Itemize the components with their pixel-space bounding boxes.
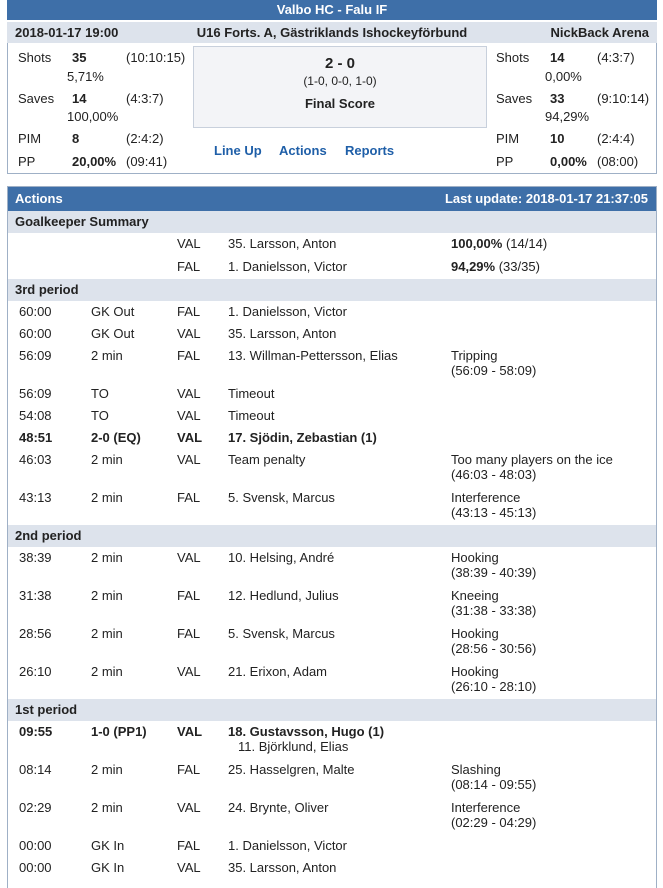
- last-update: Last update: 2018-01-17 21:37:05: [444, 191, 648, 206]
- event-player-name: 10. Helsing, André: [228, 550, 335, 565]
- event-duration: (56:09 - 58:09): [451, 363, 537, 378]
- event-type: 2 min: [91, 664, 123, 679]
- event-row: [8, 759, 656, 797]
- score-box: [193, 46, 487, 128]
- event-row: [8, 405, 656, 427]
- event-note: [451, 664, 536, 694]
- event-team: VAL: [177, 800, 201, 815]
- home-shots-label: Shots: [18, 50, 52, 65]
- event-player-name: 21. Erixon, Adam: [228, 664, 327, 679]
- event-row: [8, 301, 656, 323]
- league-name: U16 Forts. A, Gästriklands Ishockeyförbund: [196, 25, 468, 40]
- gk-row: [8, 233, 656, 256]
- event-time: 48:51: [19, 430, 53, 445]
- event-reason: Hooking: [451, 664, 499, 679]
- event-duration: (26:10 - 28:10): [451, 679, 537, 694]
- actions-title: Actions: [15, 191, 63, 206]
- event-type: GK In: [91, 860, 125, 875]
- away-pp: 0,00%: [550, 154, 587, 169]
- event-team: VAL: [177, 452, 201, 467]
- event-time: 60:00: [19, 304, 52, 319]
- gk-player: 1. Danielsson, Victor: [228, 259, 347, 274]
- event-time: 09:55: [19, 724, 53, 739]
- event-time: 46:03: [19, 452, 52, 467]
- event-time: 26:10: [19, 664, 52, 679]
- away-pp-periods: (08:00): [597, 154, 639, 169]
- event-note: [451, 490, 536, 520]
- away-shots-label: Shots: [496, 50, 530, 65]
- home-shots-pct: 5,71%: [67, 69, 104, 84]
- home-pp: 20,00%: [72, 154, 117, 169]
- gk-player: 35. Larsson, Anton: [228, 236, 337, 251]
- event-player: [228, 408, 274, 423]
- event-player: [228, 664, 327, 679]
- event-duration: (31:38 - 33:38): [451, 603, 537, 618]
- score-status: Final Score: [304, 96, 376, 111]
- event-team: FAL: [177, 304, 201, 319]
- home-shots-periods: (10:10:15): [126, 50, 186, 65]
- gk-save-pct: 100,00%: [451, 236, 503, 251]
- event-player: [228, 452, 305, 467]
- event-note: [451, 626, 536, 656]
- event-player: [228, 550, 334, 565]
- event-type: 2 min: [91, 550, 123, 565]
- event-player-name: 17. Sjödin, Zebastian (1): [228, 430, 377, 445]
- event-team: FAL: [177, 838, 201, 853]
- away-shots: 14: [550, 50, 565, 65]
- event-time: 38:39: [19, 550, 52, 565]
- event-row: [8, 323, 656, 345]
- event-duration: (28:56 - 30:56): [451, 641, 537, 656]
- period-title: 2nd period: [8, 525, 656, 547]
- lineup-link[interactable]: Line Up: [214, 143, 262, 158]
- event-player-name: 5. Svensk, Marcus: [228, 490, 335, 505]
- home-pp-label: PP: [18, 154, 36, 169]
- event-type: 1-0 (PP1): [91, 724, 147, 739]
- event-type: GK In: [91, 838, 125, 853]
- event-player-name: 24. Brynte, Oliver: [228, 800, 329, 815]
- gk-team: VAL: [177, 236, 201, 251]
- away-shots-periods: (4:3:7): [597, 50, 635, 65]
- event-team: VAL: [177, 860, 201, 875]
- event-row: [8, 487, 656, 525]
- event-row: [8, 721, 656, 759]
- event-player-name: 1. Danielsson, Victor: [228, 304, 347, 319]
- event-player: [228, 626, 335, 641]
- event-row: [8, 857, 656, 879]
- event-row: [8, 427, 656, 449]
- game-title: Valbo HC - Falu IF: [7, 0, 657, 20]
- home-pim: 8: [72, 131, 80, 146]
- home-saves: 14: [72, 91, 87, 106]
- actions-panel: [7, 186, 657, 888]
- actions-link[interactable]: Actions: [279, 143, 327, 158]
- home-pp-periods: (09:41): [126, 154, 168, 169]
- event-player: [228, 724, 384, 754]
- event-player-name: 13. Willman-Pettersson, Elias: [228, 348, 398, 363]
- event-row: [8, 623, 656, 661]
- event-player-name: Timeout: [228, 408, 275, 423]
- event-duration: (38:39 - 40:39): [451, 565, 537, 580]
- event-player: [228, 588, 339, 603]
- event-note: [451, 800, 536, 830]
- event-type: 2 min: [91, 626, 123, 641]
- gk-summary-title: Goalkeeper Summary: [8, 211, 656, 233]
- away-pim: 10: [550, 131, 565, 146]
- event-player-name: 12. Hedlund, Julius: [228, 588, 339, 603]
- away-saves-label: Saves: [496, 91, 533, 106]
- away-pim-periods: (2:4:4): [597, 131, 635, 146]
- event-player-name: 35. Larsson, Anton: [228, 860, 337, 875]
- event-note: [451, 452, 613, 482]
- event-time: 31:38: [19, 588, 52, 603]
- event-player-name: 25. Hasselgren, Malte: [228, 762, 355, 777]
- event-team: VAL: [177, 326, 201, 341]
- event-reason: Hooking: [451, 626, 499, 641]
- event-player-name: 18. Gustavsson, Hugo (1): [228, 724, 385, 739]
- event-reason: Tripping: [451, 348, 498, 363]
- gk-save-pct-wrap: [451, 259, 540, 274]
- event-note: [451, 348, 536, 378]
- event-time: 60:00: [19, 326, 52, 341]
- reports-link[interactable]: Reports: [345, 143, 395, 158]
- event-row: [8, 835, 656, 857]
- event-reason: Too many players on the ice: [451, 452, 613, 467]
- away-saves-pct: 94,29%: [545, 109, 590, 124]
- gk-save-pct-wrap: [451, 236, 547, 251]
- event-team: FAL: [177, 490, 201, 505]
- event-team: FAL: [177, 588, 201, 603]
- event-player-name: Timeout: [228, 386, 275, 401]
- event-row: [8, 585, 656, 623]
- event-team: VAL: [177, 664, 201, 679]
- game-info-row: [7, 22, 657, 43]
- event-note: [451, 550, 536, 580]
- gk-save-count: (33/35): [498, 259, 540, 274]
- event-player: [228, 304, 347, 319]
- event-row: [8, 661, 656, 699]
- home-saves-pct: 100,00%: [67, 109, 119, 124]
- event-time: 56:09: [19, 348, 52, 363]
- event-duration: (02:29 - 04:29): [451, 815, 537, 830]
- gk-summary-list: [8, 233, 656, 279]
- gk-save-count: (14/14): [505, 236, 548, 251]
- event-time: 54:08: [19, 408, 52, 423]
- event-row: [8, 345, 656, 383]
- event-reason: Slashing: [451, 762, 501, 777]
- event-time: 00:00: [19, 838, 52, 853]
- event-duration: (46:03 - 48:03): [451, 467, 537, 482]
- event-time: 56:09: [19, 386, 52, 401]
- event-duration: (08:14 - 09:55): [451, 777, 537, 792]
- event-type: GK Out: [91, 326, 135, 341]
- event-type: TO: [91, 386, 109, 401]
- event-team: FAL: [177, 762, 201, 777]
- event-player: [228, 386, 274, 401]
- event-type: TO: [91, 408, 109, 423]
- event-reason: Interference: [451, 490, 521, 505]
- event-time: 43:13: [19, 490, 52, 505]
- period-title: 1st period: [8, 699, 656, 721]
- event-player: [228, 490, 335, 505]
- event-duration: (43:13 - 45:13): [451, 505, 537, 520]
- arena-name: NickBack Arena: [550, 25, 649, 40]
- event-reason: Interference: [451, 800, 521, 815]
- event-time: 02:29: [19, 800, 52, 815]
- event-type: GK Out: [91, 304, 135, 319]
- gk-row: [8, 256, 656, 279]
- game-date: 2018-01-17 19:00: [15, 25, 119, 40]
- event-type: 2 min: [91, 588, 123, 603]
- home-shots: 35: [72, 50, 87, 65]
- event-player: [228, 326, 336, 341]
- actions-header: [8, 187, 656, 211]
- period-list: [8, 279, 656, 879]
- event-row: [8, 547, 656, 585]
- period-title: 3rd period: [8, 279, 656, 301]
- event-player: [228, 348, 398, 363]
- event-team: VAL: [177, 408, 201, 423]
- event-player-name: 35. Larsson, Anton: [228, 326, 337, 341]
- away-saves: 33: [550, 91, 565, 106]
- event-team: VAL: [177, 430, 203, 445]
- event-player-name: 1. Danielsson, Victor: [228, 838, 347, 853]
- event-player: [228, 430, 377, 445]
- event-row: [8, 797, 656, 835]
- event-player: [228, 860, 336, 875]
- away-shots-pct: 0,00%: [545, 69, 582, 84]
- event-row: [8, 383, 656, 405]
- event-team: VAL: [177, 550, 201, 565]
- event-assist: 11. Björklund, Elias: [238, 739, 349, 754]
- event-team: VAL: [177, 386, 201, 401]
- home-pim-label: PIM: [18, 131, 42, 146]
- home-saves-label: Saves: [18, 91, 55, 106]
- event-team: VAL: [177, 724, 203, 739]
- event-time: 00:00: [19, 860, 52, 875]
- event-reason: Kneeing: [451, 588, 499, 603]
- away-pp-label: PP: [496, 154, 514, 169]
- away-pim-label: PIM: [496, 131, 520, 146]
- event-reason: Hooking: [451, 550, 499, 565]
- event-time: 08:14: [19, 762, 52, 777]
- event-player-name: 5. Svensk, Marcus: [228, 626, 335, 641]
- event-player-name: Team penalty: [228, 452, 306, 467]
- event-note: [451, 588, 536, 618]
- home-pim-periods: (2:4:2): [126, 131, 164, 146]
- event-team: FAL: [177, 348, 201, 363]
- gk-team: FAL: [177, 259, 201, 274]
- period-scores: (1-0, 0-0, 1-0): [303, 74, 377, 88]
- event-note: [451, 762, 536, 792]
- event-type: 2 min: [91, 348, 123, 363]
- event-type: 2 min: [91, 762, 123, 777]
- event-row: [8, 449, 656, 487]
- home-saves-periods: (4:3:7): [126, 91, 164, 106]
- event-type: 2 min: [91, 452, 123, 467]
- event-team: FAL: [177, 626, 201, 641]
- event-type: 2 min: [91, 800, 123, 815]
- final-score: 2 - 0: [324, 55, 355, 72]
- event-type: 2 min: [91, 490, 123, 505]
- gk-save-pct: 94,29%: [451, 259, 496, 274]
- event-player: [228, 838, 347, 853]
- event-type: 2-0 (EQ): [91, 430, 141, 445]
- event-player: [228, 762, 354, 777]
- away-saves-periods: (9:10:14): [597, 91, 650, 106]
- event-time: 28:56: [19, 626, 52, 641]
- event-player: [228, 800, 328, 815]
